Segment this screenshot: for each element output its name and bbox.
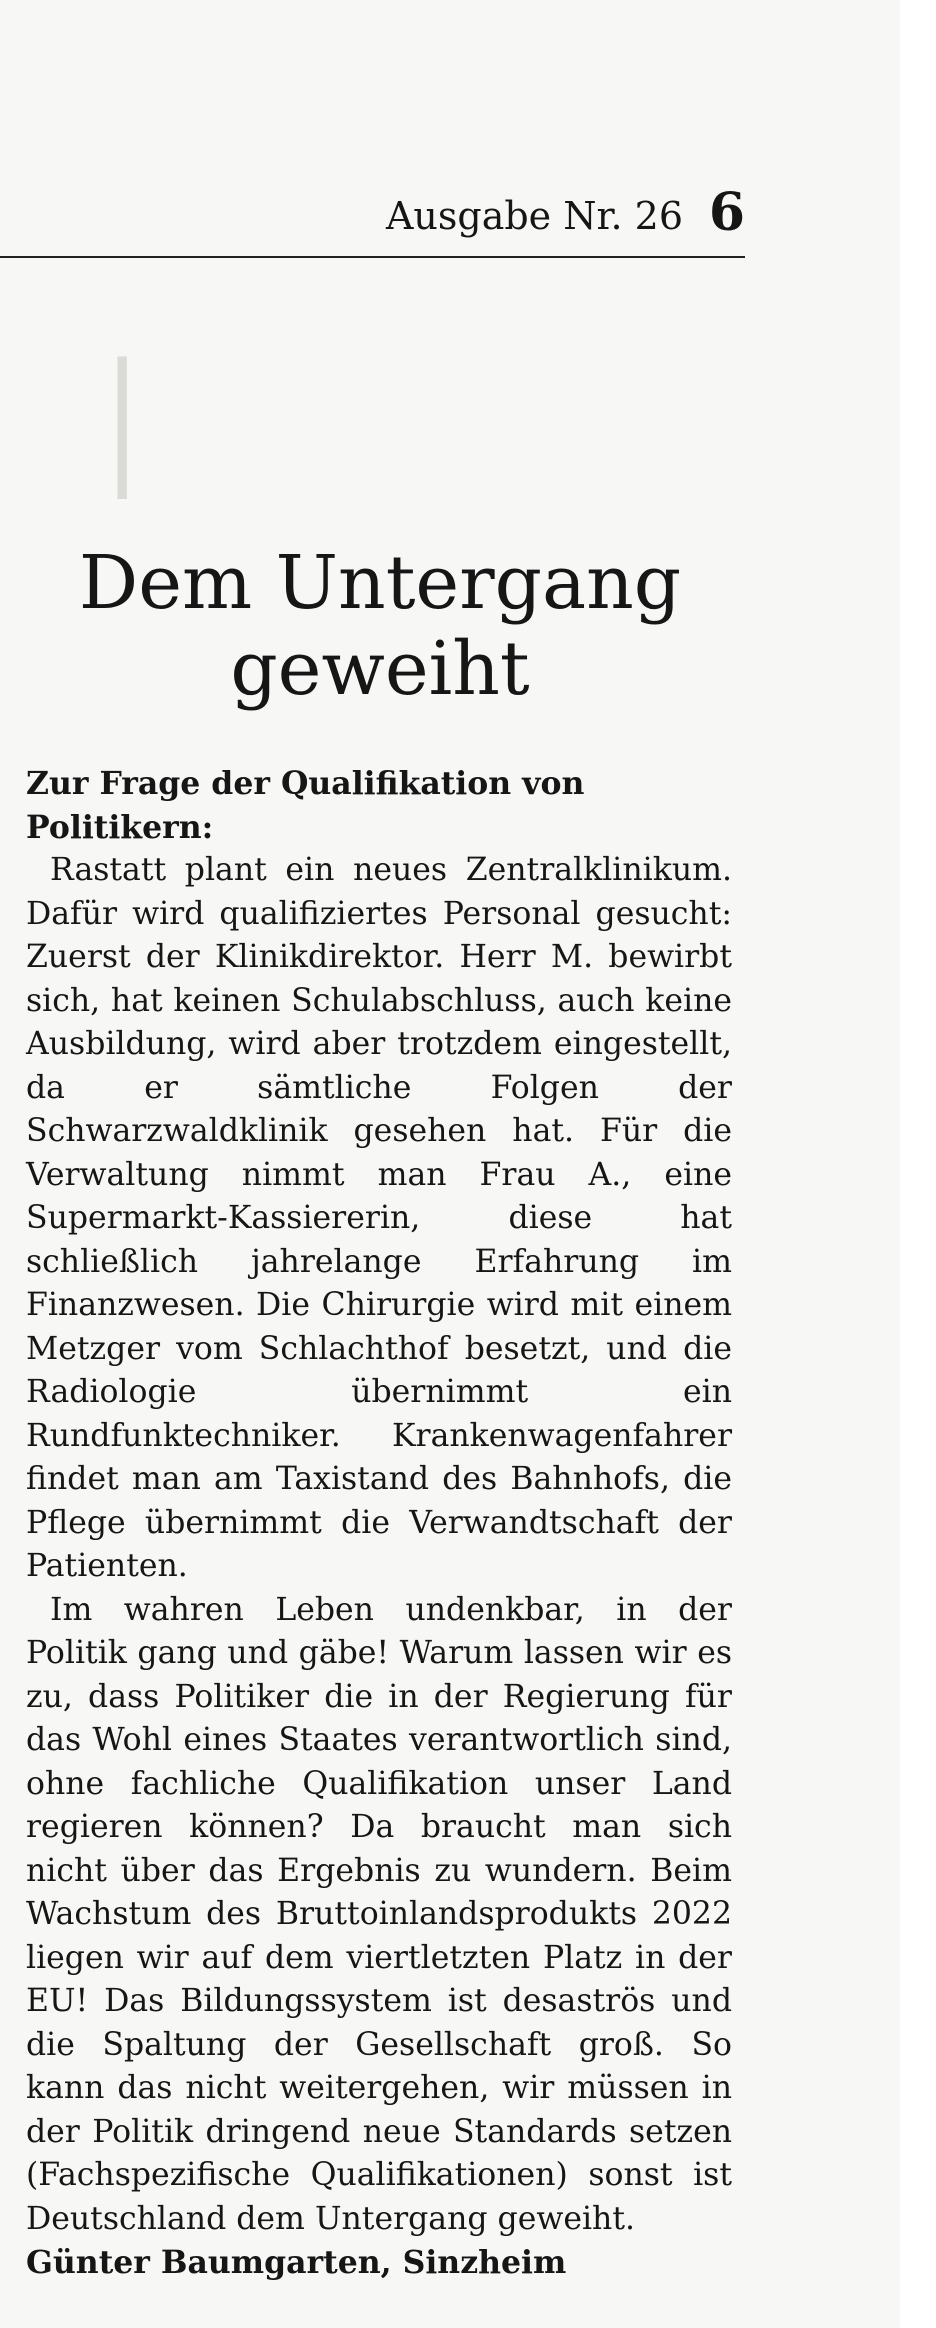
issue-label: Ausgabe Nr. 26 [385,194,683,238]
headline-line-1: Dem Untergang [78,540,682,626]
header-rule [0,256,745,258]
page-header [0,182,745,260]
headline-line-2: geweiht [230,626,530,712]
page-margin [900,0,936,2328]
article-paragraph-1: Rastatt plant ein neues Zentralklinikum. Dafür wird qualifiziertes Personal gesucht: Zuerst der Klinikdirektor. Herr M. bewirbt sich, hat keinen Schulabschluss, auch keine Ausbildung, wird aber trotzdem eingestellt, da er sämtliche Folgen der Schwarzwaldklinik gesehen hat. Für die Verwaltung nimmt man Frau A., eine Supermarkt-Kassiererin, diese hat schließlich jahrelange Erfahrung im Finanzwesen. Die Chirurgie wird mit einem Metzger vom Schlachthof besetzt, und die Radiologie übernimmt ein Rundfunktechniker. Krankenwagenfahrer findet man am Taxistand des Bahnhofs, die Pflege übernimmt die Verwandtschaft der Patienten. [26,852,732,1584]
article-headline [20,540,740,712]
page-number: 6 [708,182,745,243]
article-paragraph-2: Im wahren Leben undenkbar, in der Politik gang und gäbe! Warum lassen wir es zu, dass Politiker die in der Regierung für das Wohl eines Staates verantwortlich sind, ohne fachliche Qualifikation unser Land regieren können? Da braucht man sich nicht über das Ergebnis zu wundern. Beim Wachstum des Bruttoinlandsprodukts 2022 liegen wir auf dem viertletzten Platz in der EU! Das Bildungssystem ist desaströs und die Spaltung der Gesellschaft groß. So kann das nicht weitergehen, wir müssen in der Politik dringend neue Standards setzen (Fachspezifische Qualifikationen) sonst ist Deutschland dem Untergang geweiht. [26,1591,732,2237]
show-through-glyph: │ [86,359,159,498]
letter-to-editor [26,762,732,2285]
article-author: Günter Baumgarten, Sinzheim [26,2244,567,2281]
article-lead: Zur Frage der Qualifikation von Politikern: [26,765,585,846]
